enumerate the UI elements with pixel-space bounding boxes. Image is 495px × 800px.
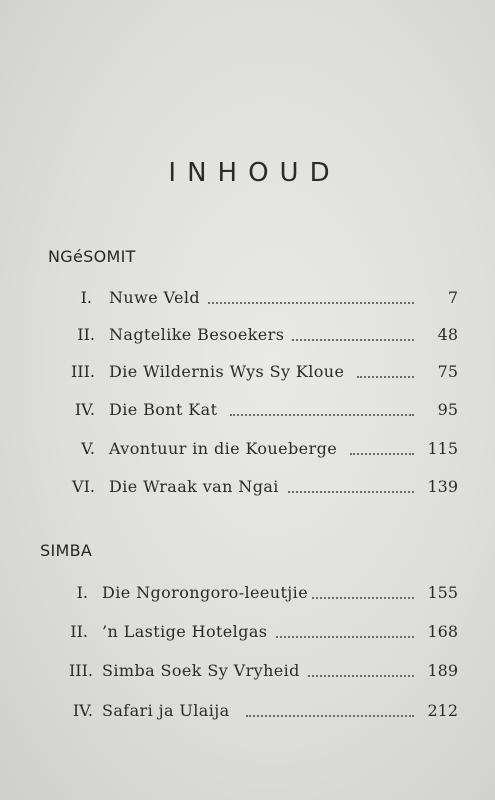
dot-leader bbox=[357, 376, 414, 378]
page-number: 48 bbox=[437, 325, 458, 344]
page-number: 95 bbox=[437, 400, 458, 419]
page-number: 155 bbox=[427, 583, 458, 602]
chapter-numeral: I. bbox=[76, 583, 88, 602]
section-title-ngesomit: NGéSOMIT bbox=[48, 247, 136, 266]
chapter-title: Simba Soek Sy Vryheid bbox=[102, 661, 300, 680]
dot-leader bbox=[276, 636, 414, 638]
page-number: 189 bbox=[427, 661, 458, 680]
dot-leader bbox=[312, 597, 414, 599]
toc-entry bbox=[0, 583, 495, 607]
toc-entry bbox=[0, 622, 495, 646]
chapter-numeral: III. bbox=[68, 661, 93, 680]
chapter-title: Safari ja Ulaija bbox=[102, 701, 230, 720]
page-number: 7 bbox=[447, 288, 458, 307]
chapter-title: Die Bont Kat bbox=[109, 400, 218, 419]
dot-leader bbox=[288, 491, 414, 493]
dot-leader bbox=[350, 453, 414, 455]
toc-entry bbox=[0, 288, 495, 312]
page-number: 75 bbox=[437, 362, 458, 381]
chapter-title: Nuwe Veld bbox=[109, 288, 201, 307]
chapter-numeral: II. bbox=[77, 325, 95, 344]
chapter-title: Die Ngorongoro-leeutjie bbox=[102, 583, 309, 602]
chapter-numeral: IV. bbox=[74, 400, 95, 419]
page-number: 168 bbox=[427, 622, 458, 641]
toc-entry bbox=[0, 701, 495, 725]
chapter-numeral: I. bbox=[80, 288, 92, 307]
page-number: 139 bbox=[427, 477, 458, 496]
chapter-numeral: II. bbox=[70, 622, 88, 641]
toc-entry bbox=[0, 661, 495, 685]
chapter-numeral: III. bbox=[70, 362, 95, 381]
toc-entry bbox=[0, 477, 495, 501]
dot-leader bbox=[292, 339, 414, 341]
chapter-title: Avontuur in die Koueberge bbox=[109, 439, 338, 458]
dot-leader bbox=[208, 302, 414, 304]
chapter-title: Die Wildernis Wys Sy Kloue bbox=[109, 362, 345, 381]
page-number: 212 bbox=[427, 701, 458, 720]
chapter-numeral: VI. bbox=[72, 477, 95, 496]
toc-entry bbox=[0, 325, 495, 349]
toc-entry bbox=[0, 362, 495, 386]
section-title-simba: SIMBA bbox=[40, 541, 93, 560]
dot-leader bbox=[230, 414, 414, 416]
chapter-title: Nagtelike Besoekers bbox=[109, 325, 285, 344]
dot-leader bbox=[308, 675, 414, 677]
chapter-numeral: IV. bbox=[72, 701, 93, 720]
toc-entry bbox=[0, 400, 495, 424]
chapter-numeral: V. bbox=[81, 439, 95, 458]
chapter-title: Die Wraak van Ngai bbox=[109, 477, 279, 496]
page-title: INHOUD bbox=[168, 158, 341, 188]
toc-entry bbox=[0, 439, 495, 463]
dot-leader bbox=[246, 715, 414, 717]
chapter-title: ’n Lastige Hotelgas bbox=[102, 622, 268, 641]
page-number: 115 bbox=[427, 439, 458, 458]
